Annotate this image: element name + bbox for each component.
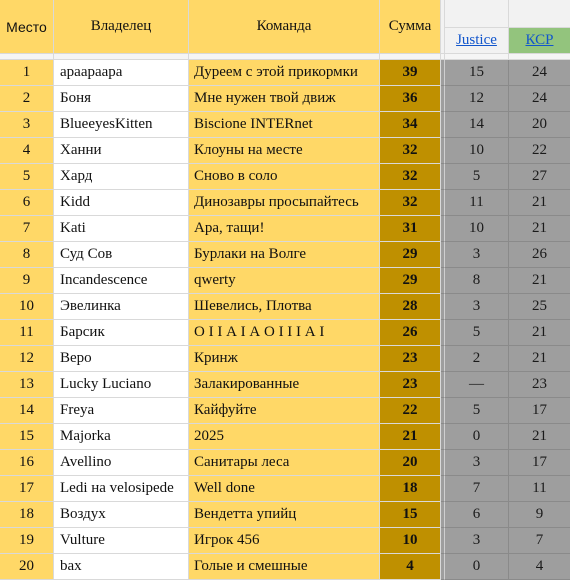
ksr-cell[interactable]: 17	[509, 398, 570, 424]
team-cell[interactable]: Бурлаки на Волге	[189, 242, 380, 268]
justice-cell[interactable]: 3	[445, 294, 509, 320]
owner-cell[interactable]: Ханни	[54, 138, 189, 164]
team-cell[interactable]: Дуреем с этой прикормки	[189, 60, 380, 86]
sum-cell[interactable]: 23	[380, 346, 441, 372]
ksr-cell[interactable]: 25	[509, 294, 570, 320]
sum-cell[interactable]: 29	[380, 268, 441, 294]
owner-cell[interactable]: Kidd	[54, 190, 189, 216]
ksr-cell[interactable]: 27	[509, 164, 570, 190]
place-cell[interactable]: 4	[0, 138, 54, 164]
sum-cell[interactable]: 20	[380, 450, 441, 476]
team-cell[interactable]: Biscione INTERnet	[189, 112, 380, 138]
team-cell[interactable]: Кайфуйте	[189, 398, 380, 424]
place-cell[interactable]: 8	[0, 242, 54, 268]
owner-cell[interactable]: Ledi на velosipede	[54, 476, 189, 502]
justice-cell[interactable]: 2	[445, 346, 509, 372]
team-cell[interactable]: 2025	[189, 424, 380, 450]
ksr-cell[interactable]: 21	[509, 346, 570, 372]
place-cell[interactable]: 19	[0, 528, 54, 554]
ksr-cell[interactable]: 21	[509, 268, 570, 294]
ksr-cell[interactable]: 21	[509, 216, 570, 242]
place-cell[interactable]: 2	[0, 86, 54, 112]
team-cell[interactable]: Динозавры просыпайтесь	[189, 190, 380, 216]
justice-cell[interactable]: 14	[445, 112, 509, 138]
owner-cell[interactable]: BlueeyesKitten	[54, 112, 189, 138]
sum-cell[interactable]: 15	[380, 502, 441, 528]
ksr-cell[interactable]: 21	[509, 320, 570, 346]
ksr-cell[interactable]: 24	[509, 60, 570, 86]
sum-cell[interactable]: 28	[380, 294, 441, 320]
sum-cell[interactable]: 21	[380, 424, 441, 450]
sum-cell[interactable]: 22	[380, 398, 441, 424]
place-cell[interactable]: 17	[0, 476, 54, 502]
ksr-cell[interactable]: 21	[509, 190, 570, 216]
header-ksr-blank	[509, 0, 570, 28]
ksr-cell[interactable]: 23	[509, 372, 570, 398]
sum-cell[interactable]: 34	[380, 112, 441, 138]
justice-cell[interactable]: 3	[445, 528, 509, 554]
team-cell[interactable]: Кринж	[189, 346, 380, 372]
sum-cell[interactable]: 39	[380, 60, 441, 86]
place-cell[interactable]: 11	[0, 320, 54, 346]
ksr-cell[interactable]: 24	[509, 86, 570, 112]
owner-cell[interactable]: Vulture	[54, 528, 189, 554]
sum-cell[interactable]: 23	[380, 372, 441, 398]
place-cell[interactable]: 16	[0, 450, 54, 476]
justice-cell[interactable]: 0	[445, 424, 509, 450]
owner-cell[interactable]: Барсик	[54, 320, 189, 346]
justice-cell[interactable]: 6	[445, 502, 509, 528]
header-justice[interactable]	[445, 0, 509, 54]
owner-cell[interactable]: Freya	[54, 398, 189, 424]
ksr-cell[interactable]: 20	[509, 112, 570, 138]
owner-cell[interactable]: Хард	[54, 164, 189, 190]
justice-cell[interactable]: 3	[445, 450, 509, 476]
ksr-cell[interactable]: 9	[509, 502, 570, 528]
team-cell[interactable]: О I I А I А О I I I А I	[189, 320, 380, 346]
team-cell[interactable]: qwerty	[189, 268, 380, 294]
justice-cell[interactable]: 10	[445, 216, 509, 242]
sum-cell[interactable]: 32	[380, 164, 441, 190]
sum-cell[interactable]: 4	[380, 554, 441, 580]
owner-cell[interactable]: Веро	[54, 346, 189, 372]
place-cell[interactable]: 9	[0, 268, 54, 294]
team-cell[interactable]: Клоуны на месте	[189, 138, 380, 164]
justice-cell[interactable]: 0	[445, 554, 509, 580]
owner-cell[interactable]: Avellino	[54, 450, 189, 476]
place-cell[interactable]: 13	[0, 372, 54, 398]
justice-cell[interactable]: 8	[445, 268, 509, 294]
owner-cell[interactable]: bax	[54, 554, 189, 580]
sum-cell[interactable]: 10	[380, 528, 441, 554]
team-cell[interactable]: Санитары леса	[189, 450, 380, 476]
ksr-cell[interactable]: 21	[509, 424, 570, 450]
sum-cell[interactable]: 29	[380, 242, 441, 268]
justice-cell[interactable]: 10	[445, 138, 509, 164]
team-cell[interactable]: Well done	[189, 476, 380, 502]
justice-cell[interactable]: 3	[445, 242, 509, 268]
ksr-link[interactable]: КСР	[509, 28, 570, 53]
sum-cell[interactable]: 36	[380, 86, 441, 112]
header-ksr[interactable]	[509, 0, 570, 54]
place-cell[interactable]: 7	[0, 216, 54, 242]
owner-cell[interactable]: Kati	[54, 216, 189, 242]
place-cell[interactable]: 3	[0, 112, 54, 138]
place-cell[interactable]: 14	[0, 398, 54, 424]
place-cell[interactable]: 20	[0, 554, 54, 580]
team-cell[interactable]: Мне нужен твой движ	[189, 86, 380, 112]
team-cell[interactable]: Ара, тащи!	[189, 216, 380, 242]
justice-cell[interactable]: 5	[445, 164, 509, 190]
sum-cell[interactable]: 26	[380, 320, 441, 346]
owner-cell[interactable]: Majorka	[54, 424, 189, 450]
header-justice-blank	[445, 0, 508, 28]
justice-cell[interactable]: 12	[445, 86, 509, 112]
justice-cell[interactable]: 5	[445, 398, 509, 424]
sum-cell[interactable]: 32	[380, 190, 441, 216]
header-owner[interactable]: Владелец	[54, 0, 189, 54]
place-cell[interactable]: 12	[0, 346, 54, 372]
ksr-cell[interactable]: 26	[509, 242, 570, 268]
ksr-cell[interactable]: 4	[509, 554, 570, 580]
owner-cell[interactable]: Эвелинка	[54, 294, 189, 320]
ksr-cell[interactable]: 7	[509, 528, 570, 554]
owner-cell[interactable]: Боня	[54, 86, 189, 112]
team-cell[interactable]: Сново в соло	[189, 164, 380, 190]
team-cell[interactable]: Голые и смешные	[189, 554, 380, 580]
sum-cell[interactable]: 31	[380, 216, 441, 242]
place-cell[interactable]: 10	[0, 294, 54, 320]
place-cell[interactable]: 1	[0, 60, 54, 86]
owner-cell[interactable]: Суд Сов	[54, 242, 189, 268]
header-place[interactable]: Место	[0, 0, 54, 54]
owner-cell[interactable]: араараара	[54, 60, 189, 86]
ksr-cell[interactable]: 22	[509, 138, 570, 164]
justice-cell[interactable]: 5	[445, 320, 509, 346]
place-cell[interactable]: 6	[0, 190, 54, 216]
place-cell[interactable]: 18	[0, 502, 54, 528]
team-cell[interactable]: Шевелись, Плотва	[189, 294, 380, 320]
place-cell[interactable]: 15	[0, 424, 54, 450]
justice-cell[interactable]: 7	[445, 476, 509, 502]
owner-cell[interactable]: Lucky Luciano	[54, 372, 189, 398]
ksr-cell[interactable]: 11	[509, 476, 570, 502]
team-cell[interactable]: Залакированные	[189, 372, 380, 398]
owner-cell[interactable]: Воздух	[54, 502, 189, 528]
team-cell[interactable]: Вендетта упийц	[189, 502, 380, 528]
sum-cell[interactable]: 32	[380, 138, 441, 164]
justice-cell[interactable]: 15	[445, 60, 509, 86]
justice-link[interactable]: Justice	[445, 28, 508, 53]
ksr-cell[interactable]: 17	[509, 450, 570, 476]
team-cell[interactable]: Игрок 456	[189, 528, 380, 554]
sum-cell[interactable]: 18	[380, 476, 441, 502]
justice-cell[interactable]: 11	[445, 190, 509, 216]
header-sum[interactable]: Сумма	[380, 0, 441, 54]
justice-cell[interactable]: —	[445, 372, 509, 398]
place-cell[interactable]: 5	[0, 164, 54, 190]
owner-cell[interactable]: Incandescence	[54, 268, 189, 294]
header-team[interactable]: Команда	[189, 0, 380, 54]
